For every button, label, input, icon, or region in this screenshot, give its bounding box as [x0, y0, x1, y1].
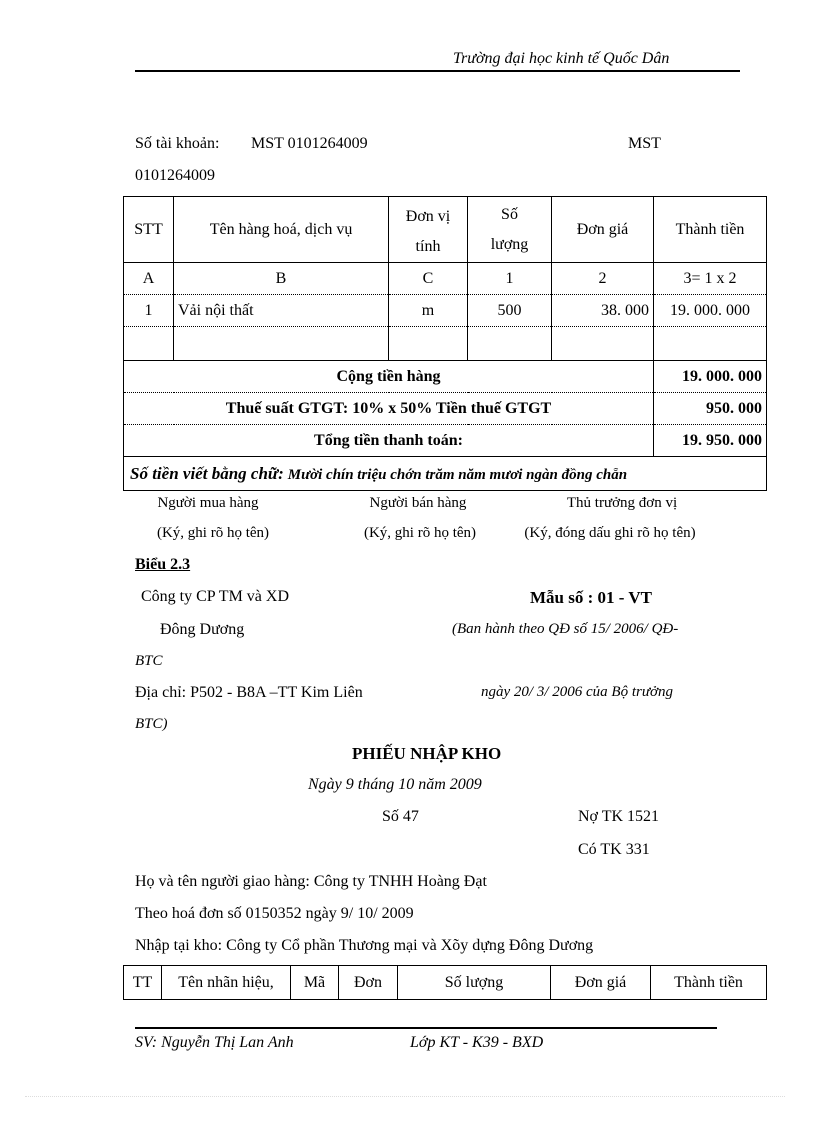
form-title: PHIẾU NHẬP KHO — [352, 744, 502, 763]
header-school: Trường đại học kinh tế Quốc Dân — [453, 50, 670, 67]
row-amount: 19. 000. 000 — [654, 295, 767, 327]
in-words — [124, 457, 767, 491]
receipt-header-name: Tên nhãn hiệu, — [162, 966, 291, 1000]
total-value: 19. 950. 000 — [654, 425, 767, 457]
footer-student: SV: Nguyễn Thị Lan Anh — [135, 1034, 294, 1051]
receipt-header-price: Đơn giá — [551, 966, 651, 1000]
header-unit-line2: tính — [415, 237, 441, 255]
regulation-wrap2: BTC) — [135, 716, 168, 732]
total-label: Tổng tiền thanh toán: — [124, 425, 654, 457]
in-words-label: Số tiền viết bằng chữ: — [130, 463, 284, 483]
row-qty: 500 — [468, 295, 552, 327]
sig-buyer-note: (Ký, ghi rõ họ tên) — [156, 525, 270, 541]
company-line1: Công ty CP TM và XD — [141, 588, 290, 605]
header-qty — [468, 197, 552, 263]
empty-cell — [389, 327, 468, 361]
sig-head-note: (Ký, đóng dấu ghi rõ họ tên) — [524, 525, 696, 541]
code-3: 3= 1 x 2 — [654, 263, 767, 295]
account-mst-left: MST 0101264009 — [251, 135, 368, 152]
row-price: 38. 000 — [552, 295, 654, 327]
regulation-wrap1: BTC — [135, 653, 163, 669]
page-edge — [25, 1096, 785, 1097]
footer-rule — [135, 1027, 717, 1029]
table-row — [124, 295, 767, 327]
invoice-code-row — [124, 263, 767, 295]
account-mst-right: MST — [628, 135, 661, 152]
receipt-header-amount: Thành tiền — [651, 966, 767, 1000]
vat-row — [124, 393, 767, 425]
sig-seller-title: Người bán hàng — [369, 495, 467, 511]
invoice-header-row — [124, 197, 767, 263]
header-price: Đơn giá — [552, 197, 654, 263]
code-c: C — [389, 263, 468, 295]
receipt-header-qty: Số lượng — [398, 966, 551, 1000]
receipt-header-row — [124, 966, 767, 1000]
footer-class: Lớp KT - K39 - BXD — [410, 1034, 544, 1051]
code-b: B — [174, 263, 389, 295]
row-name: Vải nội thất — [174, 295, 389, 327]
sig-buyer-title: Người mua hàng — [157, 495, 259, 511]
empty-cell — [124, 327, 174, 361]
invoice-ref: Theo hoá đơn số 0150352 ngày 9/ 10/ 2009 — [135, 905, 414, 922]
invoice-table — [123, 196, 767, 491]
header-rule — [135, 70, 740, 72]
code-a: A — [124, 263, 174, 295]
form-number: Mẫu số : 01 - VT — [530, 588, 652, 607]
empty-row — [124, 327, 767, 361]
regulation-line1: (Ban hành theo QĐ số 15/ 2006/ QĐ- — [452, 621, 679, 637]
row-stt: 1 — [124, 295, 174, 327]
deliverer: Họ và tên người giao hàng: Công ty TNHH Hoàng Đạt — [135, 873, 487, 890]
empty-cell — [468, 327, 552, 361]
header-stt: STT — [124, 197, 174, 263]
subtotal-value: 19. 000. 000 — [654, 361, 767, 393]
empty-cell — [174, 327, 389, 361]
vat-value: 950. 000 — [654, 393, 767, 425]
sig-seller-note: (Ký, ghi rõ họ tên) — [363, 525, 477, 541]
in-words-value: Mười chín triệu chớn trăm năm mươi ngàn đồng chẵn — [287, 466, 628, 483]
subtotal-row — [124, 361, 767, 393]
account-mst-wrap: 0101264009 — [135, 167, 215, 184]
section-title: Biểu 2.3 — [135, 556, 191, 573]
header-name: Tên hàng hoá, dịch vụ — [174, 197, 389, 263]
account-label: Số tài khoản: — [135, 135, 220, 152]
total-row — [124, 425, 767, 457]
header-amount: Thành tiền — [654, 197, 767, 263]
code-2: 2 — [552, 263, 654, 295]
empty-cell — [654, 327, 767, 361]
credit-account: Có TK 331 — [578, 841, 650, 858]
receipt-table — [123, 965, 767, 1000]
form-serial: Số 47 — [382, 808, 419, 825]
regulation-line2: ngày 20/ 3/ 2006 của Bộ trưởng — [481, 684, 674, 700]
sig-head-title: Thủ trưởng đơn vị — [566, 495, 678, 511]
debit-account: Nợ TK 1521 — [578, 808, 660, 825]
row-unit: m — [389, 295, 468, 327]
form-date: Ngày 9 tháng 10 năm 2009 — [308, 776, 482, 793]
company-line2: Đông Dương — [160, 621, 245, 638]
header-qty-line2: lượng — [490, 235, 529, 253]
warehouse: Nhập tại kho: Công ty Cổ phần Thương mại và Xõy dựng Đông Dương — [135, 937, 594, 954]
receipt-header-tt: TT — [124, 966, 162, 1000]
empty-cell — [552, 327, 654, 361]
code-1: 1 — [468, 263, 552, 295]
header-qty-line1: Số — [501, 205, 518, 223]
vat-label: Thuế suất GTGT: 10% x 50% Tiền thuế GTGT — [124, 393, 654, 425]
receipt-header-code: Mã — [291, 966, 339, 1000]
header-unit-line1: Đơn vị — [405, 207, 451, 225]
header-unit — [389, 197, 468, 263]
in-words-row — [124, 457, 767, 491]
subtotal-label: Cộng tiền hàng — [124, 361, 654, 393]
address: Địa chỉ: P502 - B8A –TT Kim Liên — [135, 684, 363, 701]
receipt-header-unit: Đơn — [339, 966, 398, 1000]
